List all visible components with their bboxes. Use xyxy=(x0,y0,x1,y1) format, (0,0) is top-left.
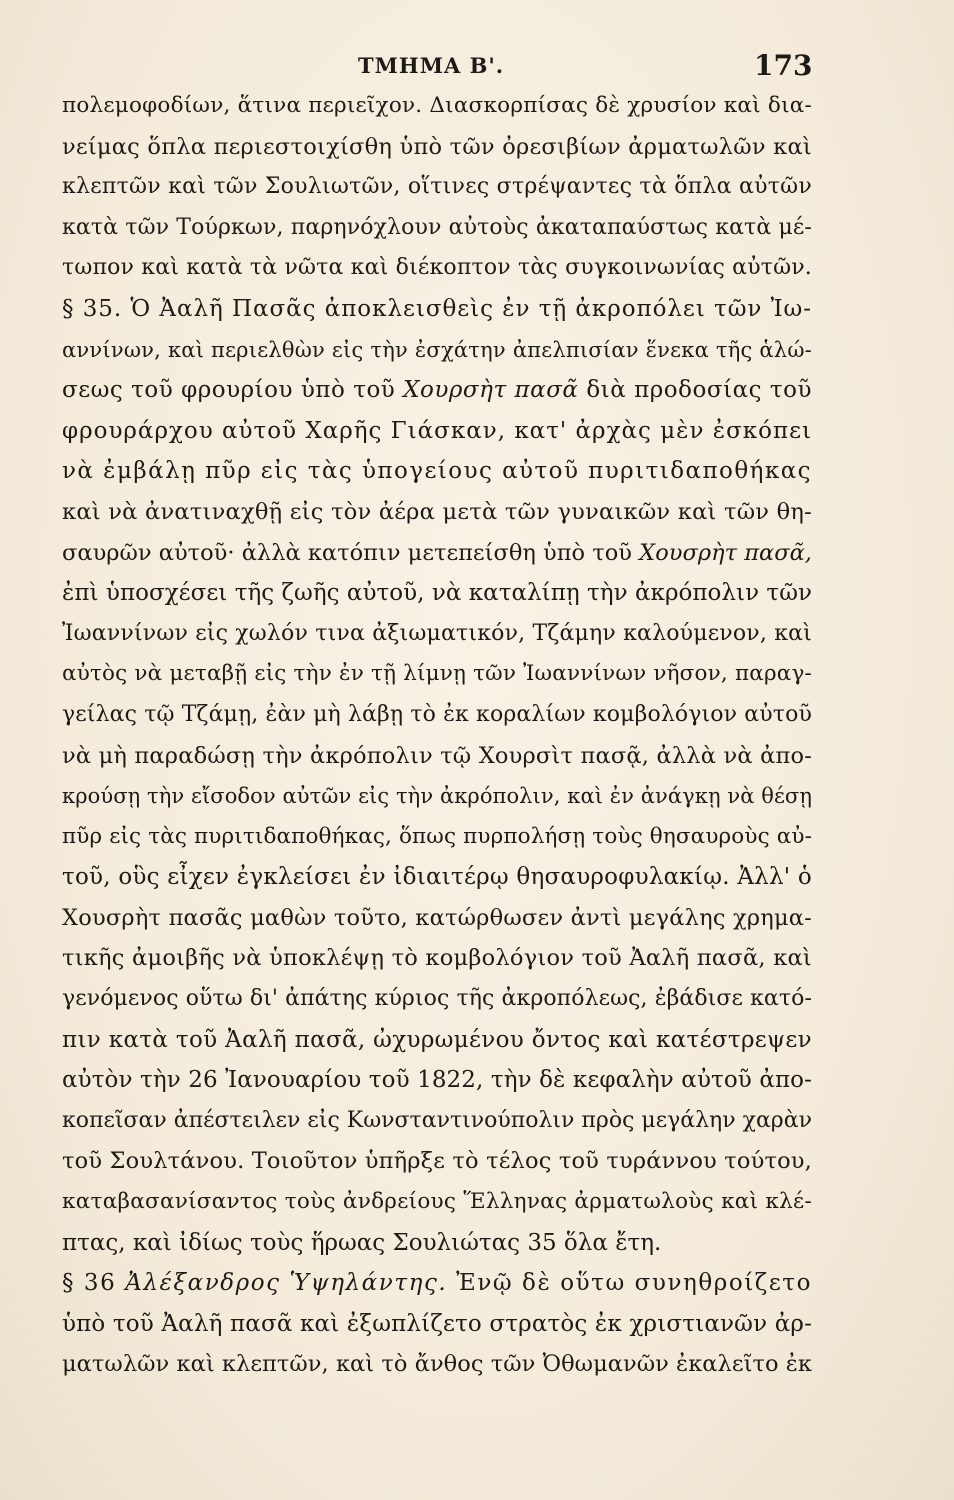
text-line xyxy=(62,1263,812,1304)
text-line xyxy=(62,330,812,371)
text-segment: τοῦ Σουλτάνου. Τοιοῦτον ὑπῆρξε τὸ τέλος τοῦ τυράννου τούτου, xyxy=(62,1148,812,1175)
text-segment: πῦρ εἰς τὰς πυριτιδαποθήκας, ὅπως πυρπολήσῃ τοὺς θησαυροὺς αὐ- xyxy=(62,823,812,849)
text-segment: Χουσρὴτ πασᾶς μαθὼν τοῦτο, κατώρθωσεν ἀντὶ μεγάλης χρημα- xyxy=(62,904,812,931)
text-segment: κλεπτῶν καὶ τῶν Σουλιωτῶν, οἵτινες στρέψαντες τὰ ὅπλα αὐτῶν xyxy=(62,174,812,200)
text-segment: πολεμοφοδίων, ἅτινα περιεῖχον. Διασκορπίσας δὲ χρυσίον καὶ δια- xyxy=(62,93,812,118)
page-number: 173 xyxy=(754,49,813,82)
text-line xyxy=(62,127,812,168)
text-line xyxy=(62,1101,812,1142)
text-line xyxy=(62,817,812,858)
text-segment: γενόμενος οὕτω δι' ἀπάτης κύριος τῆς ἀκροπόλεως, ἐβάδισε κατό- xyxy=(62,986,812,1012)
text-line xyxy=(62,736,812,777)
text-segment: νὰ ἐμβάλῃ πῦρ εἰς τὰς ὑπογείους αὐτοῦ πυριτιδαποθήκας xyxy=(62,458,812,485)
text-line xyxy=(62,289,812,330)
text-line xyxy=(62,1304,812,1345)
text-line xyxy=(62,776,812,817)
text-segment: τωπον καὶ κατὰ τὰ νῶτα καὶ διέκοπτον τὰς συγκοινωνίας αὐτῶν. xyxy=(62,255,812,281)
text-segment: κρούσῃ τὴν εἴσοδον αὐτῶν εἰς τὴν ἀκρόπολιν, καὶ ἐν ἀνάγκῃ νὰ θέσῃ xyxy=(62,784,812,809)
text-segment: σεως τοῦ φρουρίου ὑπὸ τοῦ xyxy=(62,377,404,404)
text-line xyxy=(62,695,812,736)
italic-text: Ἀλέξανδρος Ὑψηλάντης. xyxy=(125,1270,448,1297)
text-line xyxy=(62,1020,812,1061)
text-line xyxy=(62,1223,812,1264)
page-header xyxy=(0,47,954,87)
text-segment: διὰ προδοσίας τοῦ xyxy=(578,377,812,404)
text-segment: ἐπὶ ὑποσχέσει τῆς ζωῆς αὐτοῦ, νὰ καταλίπῃ τὴν ἀκρόπολιν τῶν xyxy=(62,580,812,607)
text-segment: Ἰωαννίνων εἰς χωλόν τινα ἀξιωματικόν, Τζάμην καλούμενον, καὶ xyxy=(62,620,812,646)
text-segment: γείλας τῷ Τζάμῃ, ἐὰν μὴ λάβῃ τὸ ἐκ κοραλίων κομβολόγιον αὐτοῦ xyxy=(62,701,812,727)
text-segment: πιν κατὰ τοῦ Ἀαλῆ πασᾶ, ὠχυρωμένου ὄντος καὶ κατέστρεψεν xyxy=(62,1026,812,1053)
text-line xyxy=(62,167,812,208)
text-line xyxy=(62,857,812,898)
text-segment: κοπεῖσαν ἀπέστειλεν εἰς Κωνσταντινούπολιν πρὸς μεγάλην χαρὰν xyxy=(62,1107,812,1133)
text-line xyxy=(62,1141,812,1182)
text-line xyxy=(62,86,812,127)
text-segment: αὐτὸν τὴν 26 Ἰανουαρίου τοῦ 1822, τὴν δὲ κεφαλὴν αὐτοῦ ἀπο- xyxy=(62,1067,812,1094)
text-segment: κατὰ τῶν Τούρκων, παρηνόχλουν αὐτοὺς ἀκαταπαύστως κατὰ μέ- xyxy=(62,214,812,240)
italic-text: Χουσρὴτ πασᾶ, xyxy=(639,539,812,566)
text-segment: τικῆς ἀμοιβῆς νὰ ὑποκλέψῃ τὸ κομβολόγιον τοῦ Ἀαλῆ πασᾶ, καὶ xyxy=(62,945,812,972)
text-line xyxy=(62,492,812,533)
italic-text: Χουρσὴτ πασᾶ xyxy=(403,377,579,404)
text-segment: αννίνων, καὶ περιελθὼν εἰς τὴν ἐσχάτην ἀπελπισίαν ἕνεκα τῆς ἁλώ- xyxy=(62,337,812,362)
text-segment: § 36 xyxy=(62,1270,126,1297)
text-segment: § 35. Ὁ Ἀαλῆ Πασᾶς ἀποκλεισθεὶς ἐν τῇ ἀκροπόλει τῶν Ἰω- xyxy=(62,295,812,322)
running-head: ΤΜΗΜΑ Β'. xyxy=(358,53,505,78)
text-segment: αὐτὸς νὰ μεταβῇ εἰς τὴν ἐν τῇ λίμνῃ τῶν Ἰωαννίνων νῆσον, παραγ- xyxy=(62,661,812,687)
text-segment: τοῦ, οὓς εἶχεν ἐγκλείσει ἐν ἰδιαιτέρῳ θησαυροφυλακίῳ. Ἀλλ' ὁ xyxy=(62,864,812,891)
text-segment: φρουράρχου αὐτοῦ Χαρῆς Γιάσκαν, κατ' ἀρχὰς μὲν ἐσκόπει xyxy=(62,417,812,444)
text-line xyxy=(62,248,812,289)
text-line xyxy=(62,411,812,452)
text-line xyxy=(62,614,812,655)
text-body xyxy=(62,86,812,1385)
text-segment: νὰ μὴ παραδώσῃ τὴν ἀκρόπολιν τῷ Χουρσὶτ πασᾷ, ἀλλὰ νὰ ἀπο- xyxy=(62,742,812,769)
text-line xyxy=(62,370,812,411)
text-line xyxy=(62,938,812,979)
text-segment: πτας, καὶ ἰδίως τοὺς ἥρωας Σουλιώτας 35 ὅλα ἔτη. xyxy=(62,1229,662,1256)
text-line xyxy=(62,979,812,1020)
text-line xyxy=(62,573,812,614)
text-line xyxy=(62,208,812,249)
text-line xyxy=(62,1060,812,1101)
text-segment: καὶ νὰ ἀνατιναχθῇ εἰς τὸν ἀέρα μετὰ τῶν γυναικῶν καὶ τῶν θη- xyxy=(62,498,812,525)
text-segment: ματωλῶν καὶ κλεπτῶν, καὶ τὸ ἄνθος τῶν Ὀθωμανῶν ἐκαλεῖτο ἐκ xyxy=(62,1351,812,1378)
text-segment: ὑπὸ τοῦ Ἀαλῆ πασᾶ καὶ ἐξωπλίζετο στρατὸς ἐκ χριστιανῶν ἀρ- xyxy=(62,1310,812,1337)
text-line xyxy=(62,654,812,695)
text-segment: σαυρῶν αὐτοῦ· ἀλλὰ κατόπιν μετεπείσθη ὑπὸ τοῦ xyxy=(62,539,640,566)
text-line xyxy=(62,533,812,574)
text-line xyxy=(62,1344,812,1385)
text-segment: καταβασανίσαντος τοὺς ἀνδρείους Ἕλληνας ἀρματωλοὺς καὶ κλέ- xyxy=(62,1189,812,1215)
text-segment: Ἐνῷ δὲ οὕτω συνηθροίζετο xyxy=(447,1270,812,1297)
text-line xyxy=(62,451,812,492)
text-line xyxy=(62,898,812,939)
text-segment: νείμας ὅπλα περιεστοιχίσθη ὑπὸ τῶν ὀρεσιβίων ἀρματωλῶν καὶ xyxy=(62,133,812,160)
text-line xyxy=(62,1182,812,1223)
